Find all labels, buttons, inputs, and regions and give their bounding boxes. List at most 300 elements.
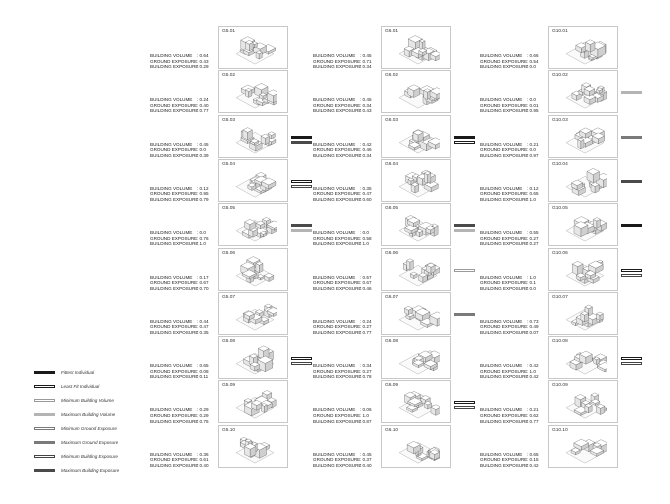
metric-label: BUILDING VOLUME bbox=[313, 274, 356, 280]
metrics-block bbox=[480, 230, 548, 247]
legend-item bbox=[34, 440, 118, 444]
metric-value: : 0.01 bbox=[527, 102, 539, 108]
urban-block-axonometric bbox=[563, 254, 607, 288]
metric-value: : 0.55 bbox=[527, 230, 539, 236]
legend-label: Maximum Ground Exposure bbox=[61, 439, 119, 445]
individual-thumbnail bbox=[548, 292, 618, 335]
individual-id: G10.05 bbox=[552, 206, 568, 212]
building-mass bbox=[411, 182, 419, 193]
metric-label: BUILDING EXPOSURE bbox=[150, 285, 199, 291]
metric-value: : 0.24 bbox=[197, 97, 209, 103]
metric-value: : 0.64 bbox=[197, 53, 209, 58]
metric-value: : 0.65 bbox=[197, 363, 209, 369]
metric-value: : 0.27 bbox=[527, 235, 539, 241]
building-mass bbox=[407, 258, 414, 270]
legend-swatch bbox=[34, 399, 55, 402]
individual-thumbnail bbox=[381, 292, 451, 335]
metric-value: : 0.27 bbox=[527, 241, 539, 247]
building-mass bbox=[427, 263, 435, 273]
marker-min-be bbox=[454, 406, 475, 409]
building-mass bbox=[581, 311, 589, 322]
building-mass bbox=[260, 93, 267, 100]
marker-max-be bbox=[291, 141, 312, 144]
metrics-block bbox=[480, 319, 548, 336]
metric-label: GROUND EXPOSURE bbox=[150, 147, 198, 153]
metric-label: BUILDING VOLUME bbox=[313, 407, 356, 413]
urban-block-axonometric bbox=[396, 386, 440, 420]
metric-value: : 0.44 bbox=[197, 318, 209, 324]
metric-label: BUILDING EXPOSURE bbox=[313, 152, 362, 158]
building-mass bbox=[587, 168, 600, 182]
metric-label: BUILDING EXPOSURE bbox=[480, 152, 529, 158]
marker-fittest bbox=[621, 224, 642, 227]
individual-id: G5.05 bbox=[222, 206, 236, 212]
building-mass bbox=[578, 138, 584, 149]
individual-thumbnail bbox=[218, 248, 288, 291]
metric-label: BUILDING EXPOSURE bbox=[313, 329, 362, 335]
metric-value: : 0.24 bbox=[360, 318, 372, 324]
individual-id: G10.07 bbox=[552, 294, 568, 300]
individual-thumbnail bbox=[381, 425, 451, 468]
metric-label: BUILDING EXPOSURE bbox=[313, 108, 362, 114]
metric-label: BUILDING VOLUME bbox=[480, 363, 523, 369]
metrics-block bbox=[480, 53, 548, 70]
metrics-block bbox=[480, 452, 548, 469]
metric-line bbox=[313, 330, 381, 336]
metric-label: BUILDING VOLUME bbox=[150, 274, 193, 280]
individual-id: G5.09 bbox=[222, 383, 236, 389]
metric-value: : 0.42 bbox=[527, 374, 539, 380]
legend-label: Fittest Individual bbox=[61, 369, 95, 375]
individual-thumbnail bbox=[381, 115, 451, 158]
metric-value: : 0.0 bbox=[197, 147, 206, 153]
metric-label: BUILDING VOLUME bbox=[150, 185, 193, 191]
metric-value: : 0.34 bbox=[360, 363, 372, 369]
metric-line bbox=[313, 241, 381, 247]
metric-value: : 0.29 bbox=[197, 412, 209, 418]
metric-value: : 0.43 bbox=[360, 108, 372, 114]
metric-value: : 0.0 bbox=[197, 230, 206, 236]
metric-value: : 0.73 bbox=[527, 318, 539, 324]
metric-value: : 0.95 bbox=[197, 191, 209, 197]
metric-line bbox=[150, 153, 218, 159]
individual-id: G10.04 bbox=[552, 161, 568, 167]
urban-block-axonometric bbox=[396, 254, 440, 288]
legend-swatch bbox=[34, 385, 55, 388]
metric-label: GROUND EXPOSURE bbox=[150, 280, 198, 286]
metric-value: : 0.35 bbox=[360, 185, 372, 191]
metric-label: BUILDING VOLUME bbox=[313, 230, 356, 236]
metric-line bbox=[480, 64, 548, 70]
metric-value: : 0.34 bbox=[360, 64, 372, 70]
marker-max-ge bbox=[454, 313, 475, 316]
metric-label: BUILDING EXPOSURE bbox=[480, 108, 529, 114]
metric-label: BUILDING VOLUME bbox=[150, 363, 193, 369]
individual-thumbnail bbox=[218, 70, 288, 113]
individual-thumbnail bbox=[218, 336, 288, 379]
metric-value: : 0.71 bbox=[360, 58, 372, 64]
metrics-block bbox=[150, 363, 218, 380]
metric-label: BUILDING VOLUME bbox=[480, 141, 523, 147]
metric-label: GROUND EXPOSURE bbox=[150, 457, 198, 463]
urban-block-axonometric bbox=[396, 32, 440, 66]
metric-value: : 0.0 bbox=[527, 97, 536, 103]
metric-label: BUILDING EXPOSURE bbox=[480, 418, 529, 424]
legend-item bbox=[34, 398, 114, 402]
metric-value: : 1.0 bbox=[360, 241, 369, 247]
individual-thumbnail bbox=[381, 70, 451, 113]
marker-max-bv bbox=[621, 91, 642, 94]
legend-label: Minimum Ground Exposure bbox=[61, 425, 117, 431]
metric-value: : 0.77 bbox=[197, 108, 209, 114]
marker-max-bv bbox=[454, 229, 475, 232]
individual-thumbnail bbox=[548, 115, 618, 158]
urban-block-axonometric bbox=[396, 165, 440, 199]
metric-label: GROUND EXPOSURE bbox=[480, 412, 528, 418]
urban-block-axonometric bbox=[563, 342, 607, 376]
metric-line bbox=[480, 241, 548, 247]
metric-line bbox=[150, 286, 218, 292]
metric-value: : 1.0 bbox=[527, 274, 536, 280]
building-mass bbox=[404, 306, 412, 314]
individual-id: G5.03 bbox=[222, 117, 236, 123]
legend-label: Least Fit Individual bbox=[61, 383, 100, 389]
marker-max-ge bbox=[621, 136, 642, 139]
metric-line bbox=[480, 463, 548, 469]
metric-label: BUILDING VOLUME bbox=[150, 141, 193, 147]
metric-label: BUILDING VOLUME bbox=[480, 53, 523, 58]
urban-block-axonometric bbox=[396, 298, 440, 332]
individual-thumbnail bbox=[548, 248, 618, 291]
metric-value: : 0.45 bbox=[197, 141, 209, 147]
individual-thumbnail bbox=[381, 26, 451, 69]
metric-value: : 1.0 bbox=[360, 412, 369, 418]
marker-min-be bbox=[621, 362, 642, 365]
metric-label: GROUND EXPOSURE bbox=[313, 102, 361, 108]
metric-value: : 0.67 bbox=[197, 280, 209, 286]
marker-min-be bbox=[291, 185, 312, 188]
individual-id: G6.06 bbox=[385, 250, 399, 256]
metric-label: GROUND EXPOSURE bbox=[313, 58, 361, 64]
metric-value: : 0.45 bbox=[360, 53, 372, 58]
metric-value: : 0.0 bbox=[360, 230, 369, 236]
metric-value: : 0.27 bbox=[360, 368, 372, 374]
metric-line bbox=[480, 419, 548, 425]
metric-label: BUILDING EXPOSURE bbox=[480, 197, 529, 203]
metric-label: BUILDING VOLUME bbox=[480, 185, 523, 191]
metric-label: BUILDING VOLUME bbox=[480, 274, 523, 280]
metric-label: BUILDING EXPOSURE bbox=[480, 329, 529, 335]
building-mass bbox=[597, 88, 603, 94]
metric-value: : 0.77 bbox=[527, 418, 539, 424]
metrics-block bbox=[313, 407, 381, 424]
metric-value: : 0.0 bbox=[527, 285, 536, 291]
metric-value: : 0.39 bbox=[197, 152, 209, 158]
individual-thumbnail bbox=[548, 380, 618, 423]
metric-value: : 0.34 bbox=[360, 102, 372, 108]
metric-line bbox=[150, 108, 218, 114]
building-mass bbox=[597, 312, 604, 320]
metric-value: : 0.42 bbox=[360, 141, 372, 147]
metric-line bbox=[150, 419, 218, 425]
metric-label: BUILDING EXPOSURE bbox=[480, 374, 529, 380]
building-mass bbox=[424, 89, 431, 100]
individual-id: G6.01 bbox=[385, 29, 399, 34]
metric-label: GROUND EXPOSURE bbox=[150, 324, 198, 330]
legend-swatch bbox=[34, 427, 55, 430]
urban-block-axonometric bbox=[563, 32, 607, 66]
urban-block-axonometric bbox=[233, 431, 277, 465]
legend-label: Minimum Building Exposure bbox=[61, 453, 118, 459]
metric-value: : 0.1 bbox=[527, 280, 536, 286]
individual-id: G10.01 bbox=[552, 29, 568, 34]
metric-label: BUILDING VOLUME bbox=[150, 230, 193, 236]
metric-value: : 0.29 bbox=[197, 64, 209, 70]
metric-label: BUILDING EXPOSURE bbox=[150, 152, 199, 158]
metric-label: GROUND EXPOSURE bbox=[313, 147, 361, 153]
individual-id: G6.09 bbox=[385, 383, 399, 389]
individual-id: G6.05 bbox=[385, 206, 399, 212]
building-mass bbox=[572, 261, 583, 275]
individual-id: G6.02 bbox=[385, 73, 399, 79]
individual-id: G5.08 bbox=[222, 339, 236, 345]
urban-block-axonometric bbox=[563, 121, 607, 155]
metrics-block bbox=[480, 275, 548, 292]
metric-line bbox=[150, 241, 218, 247]
marker-least-fit bbox=[454, 141, 475, 144]
metric-label: BUILDING EXPOSURE bbox=[480, 285, 529, 291]
metric-label: GROUND EXPOSURE bbox=[313, 324, 361, 330]
metric-line bbox=[480, 374, 548, 380]
metric-label: BUILDING EXPOSURE bbox=[150, 197, 199, 203]
metric-line bbox=[150, 64, 218, 70]
metric-value: : 1.0 bbox=[527, 197, 536, 203]
metric-label: GROUND EXPOSURE bbox=[313, 235, 361, 241]
marker-least-fit bbox=[621, 269, 642, 272]
metric-label: BUILDING VOLUME bbox=[480, 451, 523, 457]
metric-value: : 0.46 bbox=[360, 285, 372, 291]
metric-label: GROUND EXPOSURE bbox=[313, 280, 361, 286]
building-mass bbox=[245, 40, 253, 51]
metric-label: GROUND EXPOSURE bbox=[150, 235, 198, 241]
metric-label: GROUND EXPOSURE bbox=[313, 368, 361, 374]
metric-label: BUILDING EXPOSURE bbox=[480, 241, 529, 247]
marker-least-fit bbox=[621, 357, 642, 360]
individual-thumbnail bbox=[381, 336, 451, 379]
metric-label: GROUND EXPOSURE bbox=[480, 235, 528, 241]
building-mass bbox=[419, 40, 425, 50]
metric-label: BUILDING EXPOSURE bbox=[313, 285, 362, 291]
individual-thumbnail bbox=[218, 425, 288, 468]
legend-item bbox=[34, 370, 94, 374]
individual-thumbnail bbox=[381, 159, 451, 202]
individual-thumbnail bbox=[548, 70, 618, 113]
metric-value: : 0.12 bbox=[197, 185, 209, 191]
metrics-block bbox=[313, 230, 381, 247]
metrics-block bbox=[150, 407, 218, 424]
urban-block-axonometric bbox=[396, 76, 440, 110]
urban-block-axonometric bbox=[563, 431, 607, 465]
metric-value: : 0.47 bbox=[197, 324, 209, 330]
individual-id: G10.06 bbox=[552, 250, 568, 256]
metrics-block bbox=[150, 319, 218, 336]
metric-label: GROUND EXPOSURE bbox=[150, 368, 198, 374]
individual-id: G6.04 bbox=[385, 161, 399, 167]
metric-label: BUILDING EXPOSURE bbox=[150, 241, 199, 247]
marker-least-fit bbox=[291, 180, 312, 183]
metric-value: : 0.27 bbox=[360, 324, 372, 330]
individual-id: G5.10 bbox=[222, 427, 236, 433]
marker-max-bv bbox=[291, 229, 312, 232]
metric-value: : 0.40 bbox=[197, 462, 209, 468]
legend-label: Minimum Building Volume bbox=[61, 397, 114, 403]
urban-block-axonometric bbox=[233, 254, 277, 288]
metric-value: : 0.70 bbox=[197, 285, 209, 291]
metric-label: BUILDING EXPOSURE bbox=[313, 64, 362, 70]
legend-swatch bbox=[34, 441, 55, 444]
metric-line bbox=[480, 330, 548, 336]
metric-label: GROUND EXPOSURE bbox=[150, 102, 198, 108]
metric-label: BUILDING EXPOSURE bbox=[313, 197, 362, 203]
metrics-block bbox=[150, 275, 218, 292]
individual-id: G6.03 bbox=[385, 117, 399, 123]
building-mass bbox=[594, 357, 600, 365]
metric-label: BUILDING EXPOSURE bbox=[150, 374, 199, 380]
building-mass bbox=[591, 182, 599, 192]
individual-id: G10.10 bbox=[552, 427, 568, 433]
urban-block-axonometric bbox=[563, 298, 607, 332]
individual-thumbnail bbox=[548, 425, 618, 468]
individual-id: G5.02 bbox=[222, 73, 236, 79]
metric-value: : 0.40 bbox=[360, 462, 372, 468]
individual-id: G10.08 bbox=[552, 339, 568, 345]
metric-value: : 0.66 bbox=[527, 53, 539, 58]
individual-id: G6.07 bbox=[385, 294, 399, 300]
metric-value: : 0.45 bbox=[360, 451, 372, 457]
metric-label: BUILDING EXPOSURE bbox=[150, 418, 199, 424]
metric-line bbox=[150, 463, 218, 469]
individual-id: G5.07 bbox=[222, 294, 236, 300]
individual-thumbnail bbox=[381, 380, 451, 423]
metric-value: : 0.77 bbox=[360, 329, 372, 335]
metrics-block bbox=[313, 275, 381, 292]
metrics-block bbox=[313, 186, 381, 203]
metric-label: BUILDING EXPOSURE bbox=[313, 374, 362, 380]
metric-line bbox=[313, 419, 381, 425]
metric-label: GROUND EXPOSURE bbox=[150, 191, 198, 197]
building-mass bbox=[256, 261, 263, 272]
building-mass bbox=[574, 222, 588, 237]
metrics-block bbox=[313, 142, 381, 159]
marker-fittest bbox=[291, 136, 312, 139]
metric-label: GROUND EXPOSURE bbox=[313, 191, 361, 197]
metric-value: : 0.58 bbox=[360, 235, 372, 241]
metric-value: : 0.79 bbox=[197, 197, 209, 203]
metric-label: GROUND EXPOSURE bbox=[480, 58, 528, 64]
individual-id: G10.03 bbox=[552, 117, 568, 123]
legend-swatch bbox=[34, 469, 55, 472]
building-mass bbox=[261, 404, 267, 413]
metric-line bbox=[313, 374, 381, 380]
metric-value: : 0.42 bbox=[527, 363, 539, 369]
metric-label: BUILDING EXPOSURE bbox=[313, 241, 362, 247]
building-mass bbox=[424, 402, 431, 410]
metric-label: BUILDING VOLUME bbox=[150, 451, 193, 457]
metric-label: BUILDING VOLUME bbox=[150, 407, 193, 413]
metric-value: : 0.62 bbox=[527, 412, 539, 418]
metric-value: : 0.60 bbox=[360, 197, 372, 203]
metric-label: BUILDING EXPOSURE bbox=[150, 108, 199, 114]
metric-value: : 0.21 bbox=[527, 141, 539, 147]
individual-id: G6.08 bbox=[385, 339, 399, 345]
urban-block-axonometric bbox=[396, 342, 440, 376]
individual-id: G5.01 bbox=[222, 29, 236, 34]
urban-block-axonometric bbox=[233, 32, 277, 66]
metrics-block bbox=[480, 142, 548, 159]
building-mass bbox=[413, 130, 423, 142]
building-mass bbox=[256, 51, 262, 59]
individual-thumbnail bbox=[218, 115, 288, 158]
metric-value: : 0.0 bbox=[527, 147, 536, 153]
metric-label: GROUND EXPOSURE bbox=[480, 280, 528, 286]
metrics-block bbox=[480, 407, 548, 424]
metric-label: GROUND EXPOSURE bbox=[313, 457, 361, 463]
metric-value: : 0.43 bbox=[197, 58, 209, 64]
metric-label: BUILDING VOLUME bbox=[313, 141, 356, 147]
metric-label: GROUND EXPOSURE bbox=[313, 412, 361, 418]
metrics-block bbox=[480, 363, 548, 380]
metric-label: GROUND EXPOSURE bbox=[480, 147, 528, 153]
metric-label: BUILDING EXPOSURE bbox=[150, 462, 199, 468]
metric-label: GROUND EXPOSURE bbox=[480, 368, 528, 374]
metrics-block bbox=[313, 97, 381, 114]
marker-min-be bbox=[291, 362, 312, 365]
urban-block-axonometric bbox=[563, 165, 607, 199]
legend-item bbox=[34, 426, 117, 430]
metric-value: : 0.46 bbox=[360, 147, 372, 153]
metric-value: : 0.42 bbox=[527, 462, 539, 468]
marker-max-be bbox=[291, 224, 312, 227]
metric-line bbox=[313, 463, 381, 469]
metric-value: : 0.57 bbox=[360, 274, 372, 280]
metric-value: : 0.78 bbox=[360, 374, 372, 380]
metric-value: : 1.0 bbox=[197, 241, 206, 247]
building-mass bbox=[593, 218, 600, 229]
metric-line bbox=[480, 197, 548, 203]
marker-max-be bbox=[621, 180, 642, 183]
metric-value: : 0.61 bbox=[197, 457, 209, 463]
legend-item bbox=[34, 412, 115, 416]
metrics-block bbox=[313, 53, 381, 70]
metric-line bbox=[150, 197, 218, 203]
metric-line bbox=[480, 153, 548, 159]
urban-block-axonometric bbox=[396, 121, 440, 155]
urban-block-axonometric bbox=[233, 386, 277, 420]
metric-value: : 0.06 bbox=[360, 407, 372, 413]
metrics-block bbox=[150, 230, 218, 247]
metric-label: BUILDING VOLUME bbox=[150, 97, 193, 103]
metric-line bbox=[313, 153, 381, 159]
urban-block-axonometric bbox=[233, 121, 277, 155]
metric-value: : 0.97 bbox=[527, 152, 539, 158]
metric-value: : 0.40 bbox=[197, 102, 209, 108]
metric-value: : 0.08 bbox=[197, 368, 209, 374]
individual-thumbnail bbox=[381, 203, 451, 246]
metric-label: BUILDING EXPOSURE bbox=[313, 418, 362, 424]
metric-label: BUILDING VOLUME bbox=[313, 318, 356, 324]
metrics-block bbox=[313, 452, 381, 469]
metric-value: : 0.0 bbox=[527, 64, 536, 70]
